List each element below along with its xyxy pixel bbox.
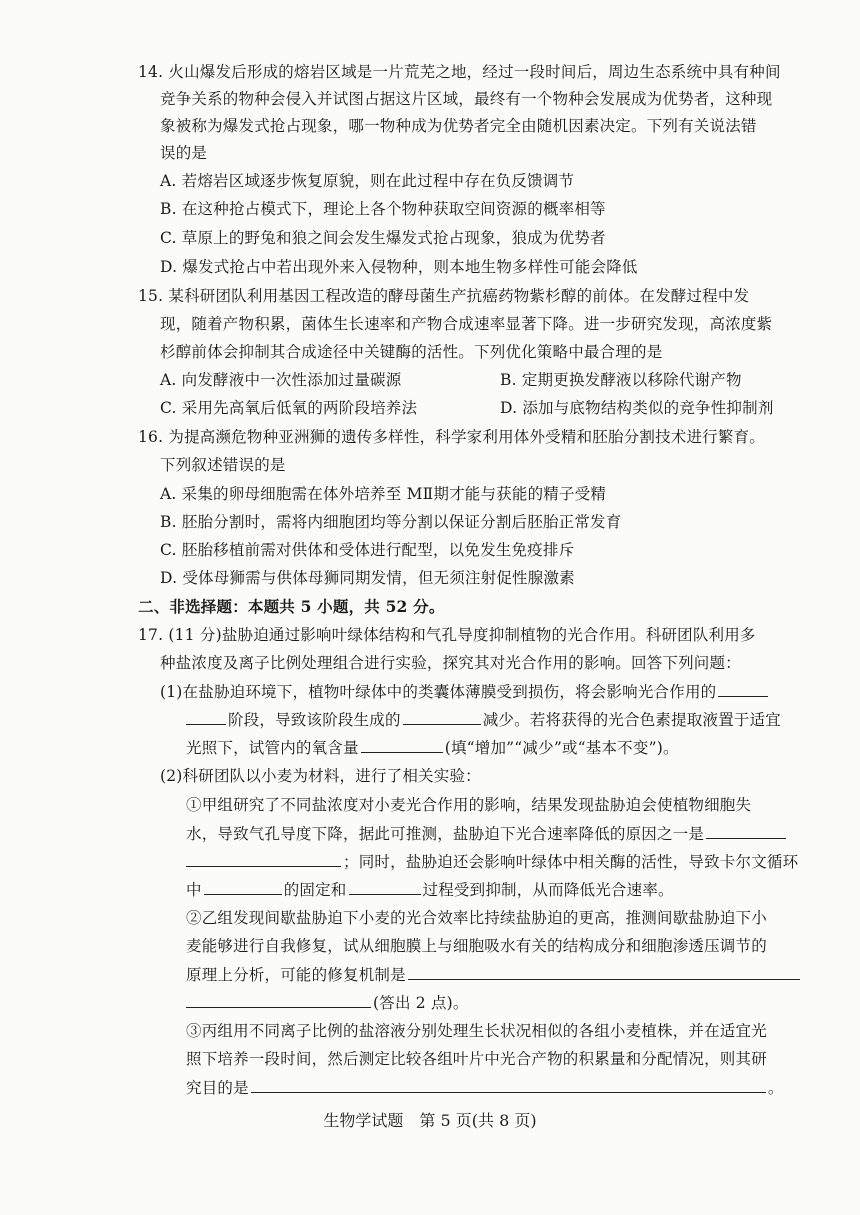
q17-part1-line-2 (186, 706, 781, 733)
q17-sub2-text-d: (答出 2 点)。 (373, 994, 469, 1012)
answer-blank[interactable] (403, 706, 481, 725)
answer-blank[interactable] (718, 678, 768, 697)
q17-sub3-text-c: 究目的是 (186, 1079, 249, 1097)
q17-sub3-text-end: 。 (767, 1079, 784, 1097)
q17-sub1-text-b: 水，导致气孔导度下降，据此可推测，盐胁迫下光合速率降低的原因之一是 (186, 825, 705, 843)
q17-part1-text-c2: (填“增加”“减少”或“基本不变”)。 (444, 739, 679, 757)
answer-blank[interactable] (349, 876, 421, 895)
q17-sub2-line-3 (186, 961, 802, 988)
q15-option-a: A. 向发酵液中一次性添加过量碳源 (160, 371, 402, 389)
q17-sub1-text-d1: 中 (186, 881, 202, 899)
q17-part1-text-c1: 光照下，试管内的氧含量 (186, 739, 359, 757)
q17-stem-line-1: 17. (11 分)盐胁迫通过影响叶绿体结构和气孔导度抑制植物的光合作用。科研团队利用多 (138, 626, 756, 644)
q15-option-b: B. 定期更换发酵液以移除代谢产物 (500, 371, 742, 389)
answer-blank[interactable] (186, 706, 226, 725)
q16-option-a: A. 采集的卵母细胞需在体外培养至 MⅡ期才能与获能的精子受精 (160, 485, 607, 503)
q17-sub1-line-2 (186, 820, 788, 847)
q17-sub1-line-4 (186, 876, 674, 903)
answer-blank[interactable] (186, 989, 371, 1008)
q17-part1-line-3 (186, 734, 679, 761)
q17-part1-text-b2: 减少。若将获得的光合色素提取液置于适宜 (482, 711, 782, 729)
answer-blank[interactable] (204, 876, 282, 895)
q14-option-c: C. 草原上的野兔和狼之间会发生爆发式抢占现象，狼成为优势者 (160, 229, 606, 247)
q14-stem-line-3: 象被称为爆发式抢占现象，哪一物种成为优势者完全由随机因素决定。下列有关说法错 (160, 117, 757, 135)
q14-option-b: B. 在这种抢占模式下，理论上各个物种获取空间资源的概率相等 (160, 200, 606, 218)
q14-option-a: A. 若熔岩区域逐步恢复原貌，则在此过程中存在负反馈调节 (160, 172, 575, 190)
q16-option-c: C. 胚胎移植前需对供体和受体进行配型，以免发生免疫排斥 (160, 541, 575, 559)
q17-part1-text-a: (1)在盐胁迫环境下，植物叶绿体中的类囊体薄膜受到损伤，将会影响光合作用的 (160, 683, 717, 701)
q16-option-b: B. 胚胎分割时，需将内细胞团均等分割以保证分割后胚胎正常发育 (160, 513, 622, 531)
q15-option-c: C. 采用先高氧后低氧的两阶段培养法 (160, 399, 418, 417)
q17-part2-intro: (2)科研团队以小麦为材料，进行了相关实验： (160, 767, 481, 785)
q14-stem-line-4: 误的是 (160, 144, 208, 162)
answer-blank[interactable] (251, 1074, 766, 1093)
q17-sub1-text-d3: 过程受到抑制，从而降低光合速率。 (422, 881, 674, 899)
q17-part1-text-b1: 阶段，导致该阶段生成的 (228, 711, 401, 729)
q17-sub2-line-4 (186, 989, 469, 1016)
answer-blank[interactable] (361, 734, 443, 753)
answer-blank[interactable] (408, 961, 800, 980)
q16-option-d: D. 受体母狮需与供体母狮同期发情，但无须注射促性腺激素 (160, 569, 575, 587)
q17-sub2-line-2: 麦能够进行自我修复，试从细胞膜上与细胞吸水有关的结构成分和细胞渗透压调节的 (186, 937, 767, 955)
q17-sub2-line-1: ②乙组发现间歇盐胁迫下小麦的光合效率比持续盐胁迫的更高，推测间歇盐胁迫下小 (186, 909, 767, 927)
q15-stem-line-2: 现，随着产物积累，菌体生长速率和产物合成速率显著下降。进一步研究发现，高浓度紫 (160, 315, 773, 333)
q15-stem-line-1: 15. 某科研团队利用基因工程改造的酵母菌生产抗癌药物紫杉醇的前体。在发酵过程中发 (138, 287, 750, 305)
q17-sub2-text-c: 原理上分析，可能的修复机制是 (186, 966, 406, 984)
q17-sub3-line-2: 照下培养一段时间，然后测定比较各组叶片中光合产物的积累量和分配情况，则其研 (186, 1050, 767, 1068)
q14-option-d: D. 爆发式抢占中若出现外来入侵物种，则本地生物多样性可能会降低 (160, 258, 638, 276)
q14-stem-line-1: 14. 火山爆发后形成的熔岩区域是一片荒芜之地，经过一段时间后，周边生态系统中具有种间 (138, 63, 781, 81)
q17-sub3-line-3 (186, 1074, 784, 1101)
q17-sub1-text-d2: 的固定和 (283, 881, 347, 899)
answer-blank[interactable] (186, 848, 341, 867)
q17-sub1-line-3 (186, 848, 798, 875)
q17-sub3-line-1: ③丙组用不同离子比例的盐溶液分别处理生长状况相似的各组小麦植株，并在适宜光 (186, 1022, 767, 1040)
q14-stem-line-2: 竞争关系的物种会侵入并试图占据这片区域，最终有一个物种会发展成为优势者，这种现 (160, 90, 773, 108)
answer-blank[interactable] (706, 820, 786, 839)
page-footer: 生物学试题 第 5 页(共 8 页) (323, 1111, 537, 1130)
q15-option-d: D. 添加与底物结构类似的竞争性抑制剂 (500, 399, 774, 417)
q17-sub1-text-c: ；同时，盐胁迫还会影响叶绿体中相关酶的活性，导致卡尔文循环 (343, 853, 799, 871)
q16-stem-line-2: 下列叙述错误的是 (160, 456, 286, 474)
q17-part1-line-1 (160, 678, 770, 705)
q17-stem-line-2: 种盐浓度及离子比例处理组合进行实验，探究其对光合作用的影响。回答下列问题： (160, 654, 741, 672)
q16-stem-line-1: 16. 为提高濒危物种亚洲狮的遗传多样性，科学家利用体外受精和胚胎分割技术进行繁育。 (138, 428, 765, 446)
section-heading: 二、非选择题：本题共 5 小题，共 52 分。 (138, 597, 445, 616)
q15-stem-line-3: 杉醇前体会抑制其合成途径中关键酶的活性。下列优化策略中最合理的是 (160, 343, 663, 361)
q17-sub1-line-1: ①甲组研究了不同盐浓度对小麦光合作用的影响，结果发现盐胁迫会使植物细胞失 (186, 796, 752, 814)
